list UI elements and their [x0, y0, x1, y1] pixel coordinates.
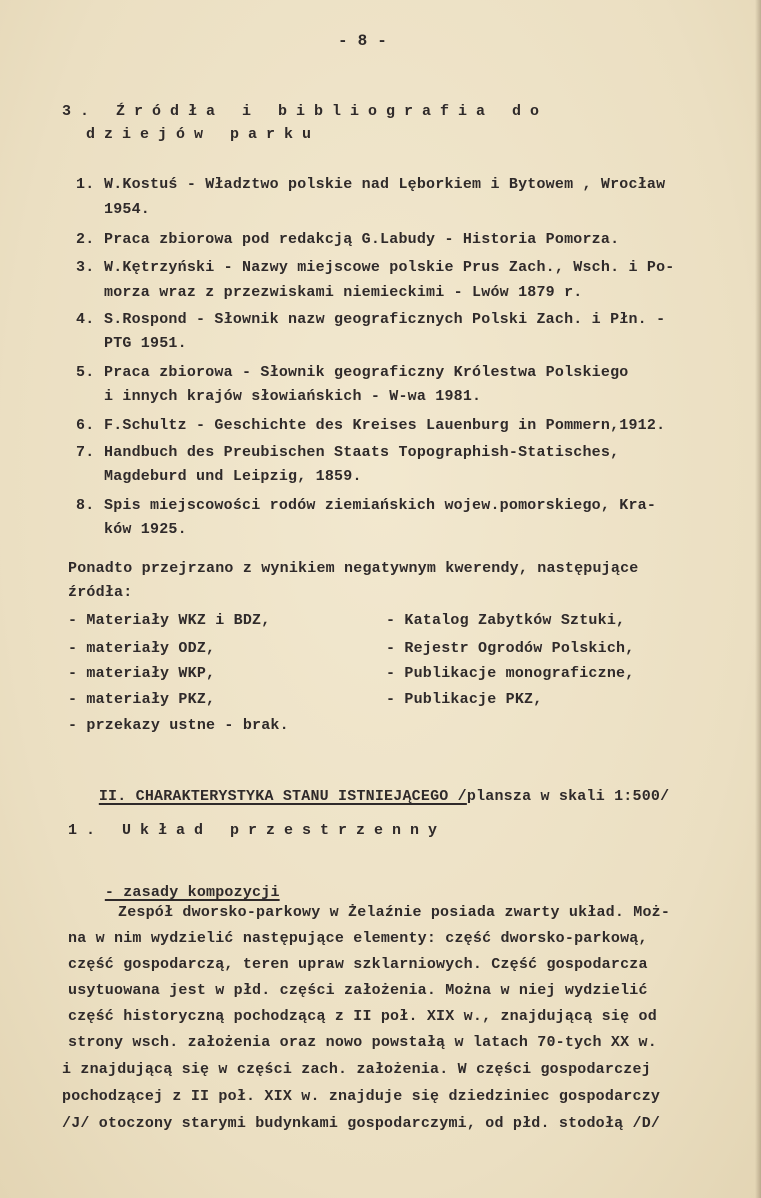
bib-item-1-line2: 1954. [104, 201, 151, 218]
subsection-heading-spatial-layout: 1. Układ przestrzenny [68, 822, 447, 839]
bib-item-5-line2: i innych krajów słowiańskich - W-wa 1981. [104, 388, 482, 405]
bib-item-1-num: 1. [76, 176, 95, 193]
bib-item-8-line2: ków 1925. [104, 521, 187, 538]
right-list-item: - Rejestr Ogrodów Polskich, [386, 640, 635, 657]
bib-item-4-line1: S.Rospond - Słownik nazw geograficznych Polski Zach. i Płn. - [104, 311, 666, 328]
left-list-item: - przekazy ustne - brak. [68, 717, 289, 734]
left-list-item: - Materiały WKZ i BDZ, [68, 612, 271, 629]
right-list-item: - Publikacje PKZ, [386, 691, 543, 708]
paragraph-line: i znajdującą się w części zach. założenia. W części gospodarczej [62, 1061, 651, 1078]
paragraph-line: Zespół dworsko-parkowy w Żelaźnie posiada zwarty układ. Moż- [118, 904, 671, 921]
bib-item-1-line1: W.Kostuś - Władztwo polskie nad Lęborkiem i Bytowem , Wrocław [104, 176, 666, 193]
paragraph-line: /J/ otoczony starymi budynkami gospodarczymi, od płd. stodołą /D/ [62, 1115, 661, 1132]
right-list-item: - Publikacje monograficzne, [386, 665, 635, 682]
bib-item-3-line2: morza wraz z przezwiskami niemieckimi - Lwów 1879 r. [104, 284, 583, 301]
right-list-item: - Katalog Zabytków Sztuki, [386, 612, 626, 629]
bib-item-2-num: 2. [76, 231, 95, 248]
page-edge-shadow [755, 0, 761, 1198]
bib-item-3-line1: W.Kętrzyński - Nazwy miejscowe polskie Prus Zach., Wsch. i Po- [104, 259, 675, 276]
bib-item-8-line1: Spis miejscowości rodów ziemiańskich wojew.pomorskiego, Kra- [104, 497, 657, 514]
bib-item-7-num: 7. [76, 444, 95, 461]
paragraph-line: część historyczną pochodzącą z II poł. XIX w., znajdującą się od [68, 1008, 657, 1025]
section-2-heading-underlined: II. CHARAKTERYSTYKA STANU ISTNIEJĄCEGO / [98, 788, 467, 805]
paragraph-line: usytuowana jest w płd. części założenia. Można w niej wydzielić [68, 982, 648, 999]
bib-item-5-line1: Praca zbiorowa - Słownik geograficzny Królestwa Polskiego [104, 364, 629, 381]
section-2-heading [62, 770, 669, 824]
paragraph-line: pochodzącej z II poł. XIX w. znajduje się dziedziniec gospodarczy [62, 1088, 661, 1105]
bib-item-5-num: 5. [76, 364, 95, 381]
section-3-heading-line2: dziejów parku [86, 126, 321, 143]
bib-item-7-line1: Handbuch des Preubischen Staats Topographish-Statisches, [104, 444, 620, 461]
bib-item-2-line1: Praca zbiorowa pod redakcją G.Labudy - Historia Pomorza. [104, 231, 620, 248]
left-list-item: - materiały PKZ, [68, 691, 216, 708]
bib-item-4-line2: PTG 1951. [104, 335, 187, 352]
paragraph-line: na w nim wydzielić następujące elementy: część dworsko-parkową, [68, 930, 648, 947]
negative-sources-intro-line1: Ponadto przejrzano z wynikiem negatywnym kwerendy, następujące [68, 560, 639, 577]
bib-item-6-num: 6. [76, 417, 95, 434]
bib-item-6-line1: F.Schultz - Geschichte des Kreises Lauenburg in Pommern,1912. [104, 417, 666, 434]
composition-label: - zasady kompozycji [104, 884, 280, 901]
bib-item-7-line2: Magdeburd und Leipzig, 1859. [104, 468, 362, 485]
left-list-item: - materiały ODZ, [68, 640, 216, 657]
bib-item-8-num: 8. [76, 497, 95, 514]
section-3-heading-line1: 3. Źródła i bibliografia do [62, 103, 549, 120]
section-2-heading-rest: plansza w skali 1:500/ [466, 788, 670, 805]
paragraph-line: część gospodarczą, teren upraw szklarniowych. Część gospodarcza [68, 956, 648, 973]
page-number: - 8 - [338, 32, 388, 50]
paragraph-line: strony wsch. założenia oraz nowo powstałą w latach 70-tych XX w. [68, 1034, 657, 1051]
bib-item-3-num: 3. [76, 259, 95, 276]
negative-sources-intro-line2: źródła: [68, 584, 133, 601]
left-list-item: - materiały WKP, [68, 665, 216, 682]
bib-item-4-num: 4. [76, 311, 95, 328]
